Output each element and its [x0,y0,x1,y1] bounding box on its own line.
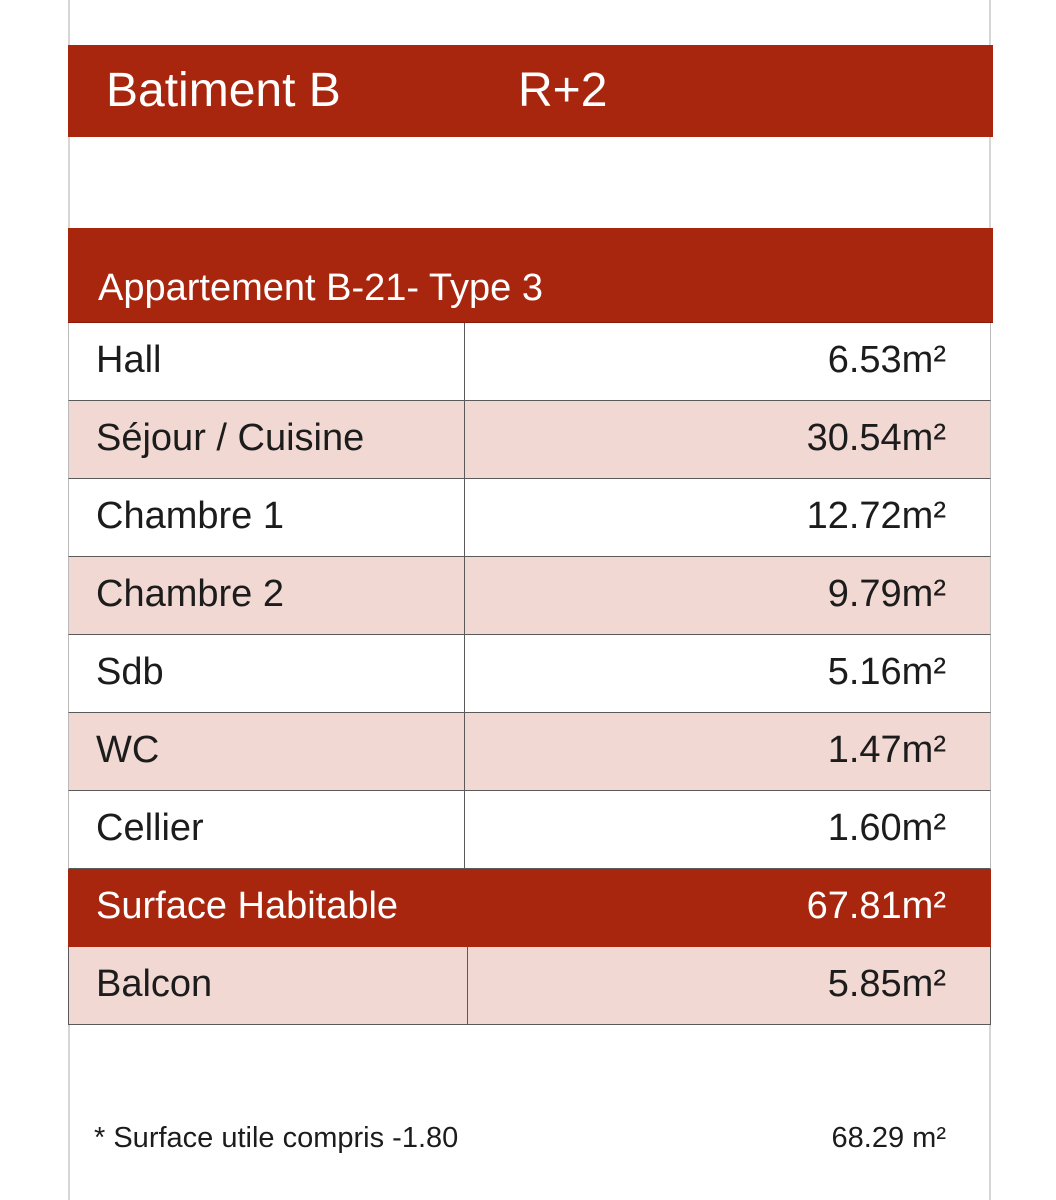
apartment-header [68,228,993,323]
table-row [68,401,991,479]
room-area: 9.79m² [827,573,946,615]
column-divider [464,323,465,400]
apartment-title: Appartement B-21- Type 3 [98,267,543,309]
column-divider [464,791,465,868]
room-label: Cellier [96,807,204,849]
footnote-value: 68.29 m² [831,1122,946,1154]
balcony-label: Balcon [96,963,213,1005]
room-area: 6.53m² [827,339,946,381]
table-row [68,557,991,635]
column-divider [464,635,465,712]
room-area: 5.16m² [827,651,946,693]
room-area: 1.60m² [827,807,946,849]
room-label: Sdb [96,651,164,693]
room-label: Chambre 2 [96,573,284,615]
total-label: Surface Habitable [96,885,399,927]
column-divider [464,401,465,478]
building-header [68,45,993,137]
room-area: 30.54m² [806,417,946,459]
table-row [68,635,991,713]
table-row [68,323,991,401]
room-area: 12.72m² [806,495,946,537]
room-label: WC [96,729,160,771]
room-label: Séjour / Cuisine [96,417,365,459]
table-row [68,791,991,869]
balcony-area: 5.85m² [827,963,946,1005]
room-label: Hall [96,339,162,381]
table-row [68,713,991,791]
room-label: Chambre 1 [96,495,284,537]
column-divider [464,713,465,790]
building-name: Batiment B [106,64,341,117]
column-divider [464,557,465,634]
total-row [68,869,991,947]
room-area: 1.47m² [827,729,946,771]
floor-level: R+2 [518,64,608,117]
surface-table [68,323,991,1025]
balcony-row [68,947,991,1025]
footnote-label: * Surface utile compris -1.80 [94,1122,459,1154]
column-divider [467,947,468,1024]
table-row [68,479,991,557]
column-divider [464,479,465,556]
total-area: 67.81m² [806,885,946,927]
